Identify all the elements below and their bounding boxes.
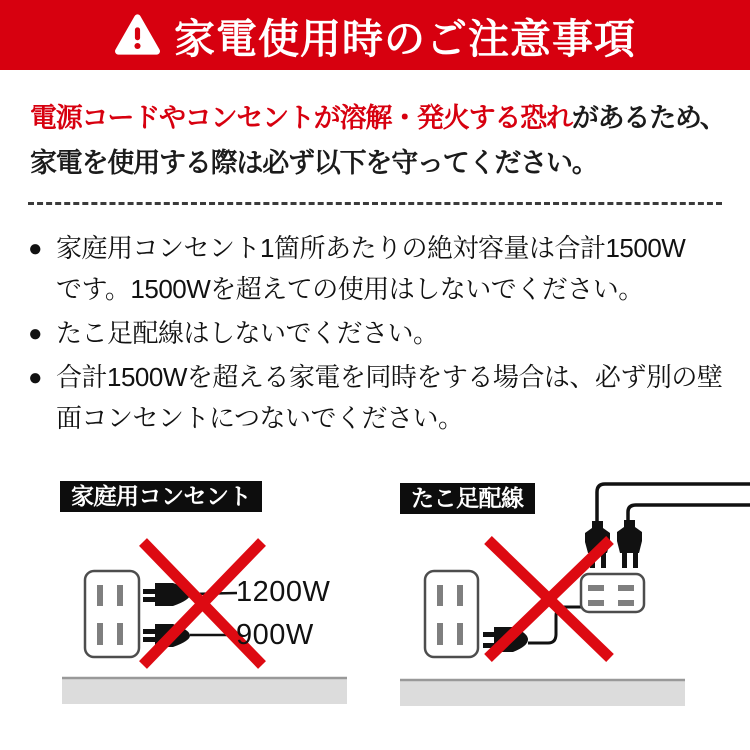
plug-icon <box>585 484 750 568</box>
note-item <box>28 357 740 439</box>
note-text <box>56 228 685 310</box>
warning-banner <box>0 0 750 70</box>
note-line: 面コンセントにつないでください。 <box>56 403 464 433</box>
watt-label-900w: 900W <box>236 619 314 651</box>
figure-label-octopus-wiring: たこ足配線 <box>400 483 535 514</box>
intro-line-2: 家電を使用する際は必ず以下を守ってください。 <box>30 148 598 178</box>
bullet-icon: ● <box>28 320 42 347</box>
note-line: 合計1500Wを超える家電を同時をする場合は、必ず別の壁 <box>56 362 723 392</box>
note-item <box>28 313 740 354</box>
bullet-icon: ● <box>28 364 42 391</box>
plug-icon <box>617 505 750 568</box>
note-item <box>28 228 740 310</box>
note-text <box>56 313 439 354</box>
watt-label-1200w: 1200W <box>236 576 331 608</box>
intro-highlight: 電源コードやコンセントが溶解・発火する恐れ <box>30 103 572 133</box>
note-line: 家庭用コンセント1箇所あたりの絶対容量は合計1500W <box>56 233 686 263</box>
dashed-divider <box>28 202 722 205</box>
intro-line-1 <box>30 96 744 141</box>
figure-label-household-outlet: 家庭用コンセント <box>60 481 262 512</box>
floor-icon <box>62 678 347 704</box>
intro-paragraph <box>30 96 744 186</box>
household-outlet-figure <box>40 520 370 720</box>
floor-icon <box>400 680 685 706</box>
wall-outlet-icon <box>425 571 478 657</box>
page-title: 家電使用時のご注意事項 <box>174 15 636 62</box>
octopus-wiring-figure <box>390 460 750 716</box>
intro-suffix: があるため、 <box>571 103 726 133</box>
power-strip-icon <box>581 574 644 612</box>
notes-list <box>28 228 740 442</box>
note-line: です。1500Wを超えての使用はしないでください。 <box>56 274 644 304</box>
bullet-icon: ● <box>28 235 42 262</box>
warning-triangle-icon <box>114 13 161 57</box>
note-line: たこ足配線はしないでください。 <box>56 318 439 348</box>
wall-outlet-icon <box>85 571 139 657</box>
note-text <box>56 357 722 439</box>
